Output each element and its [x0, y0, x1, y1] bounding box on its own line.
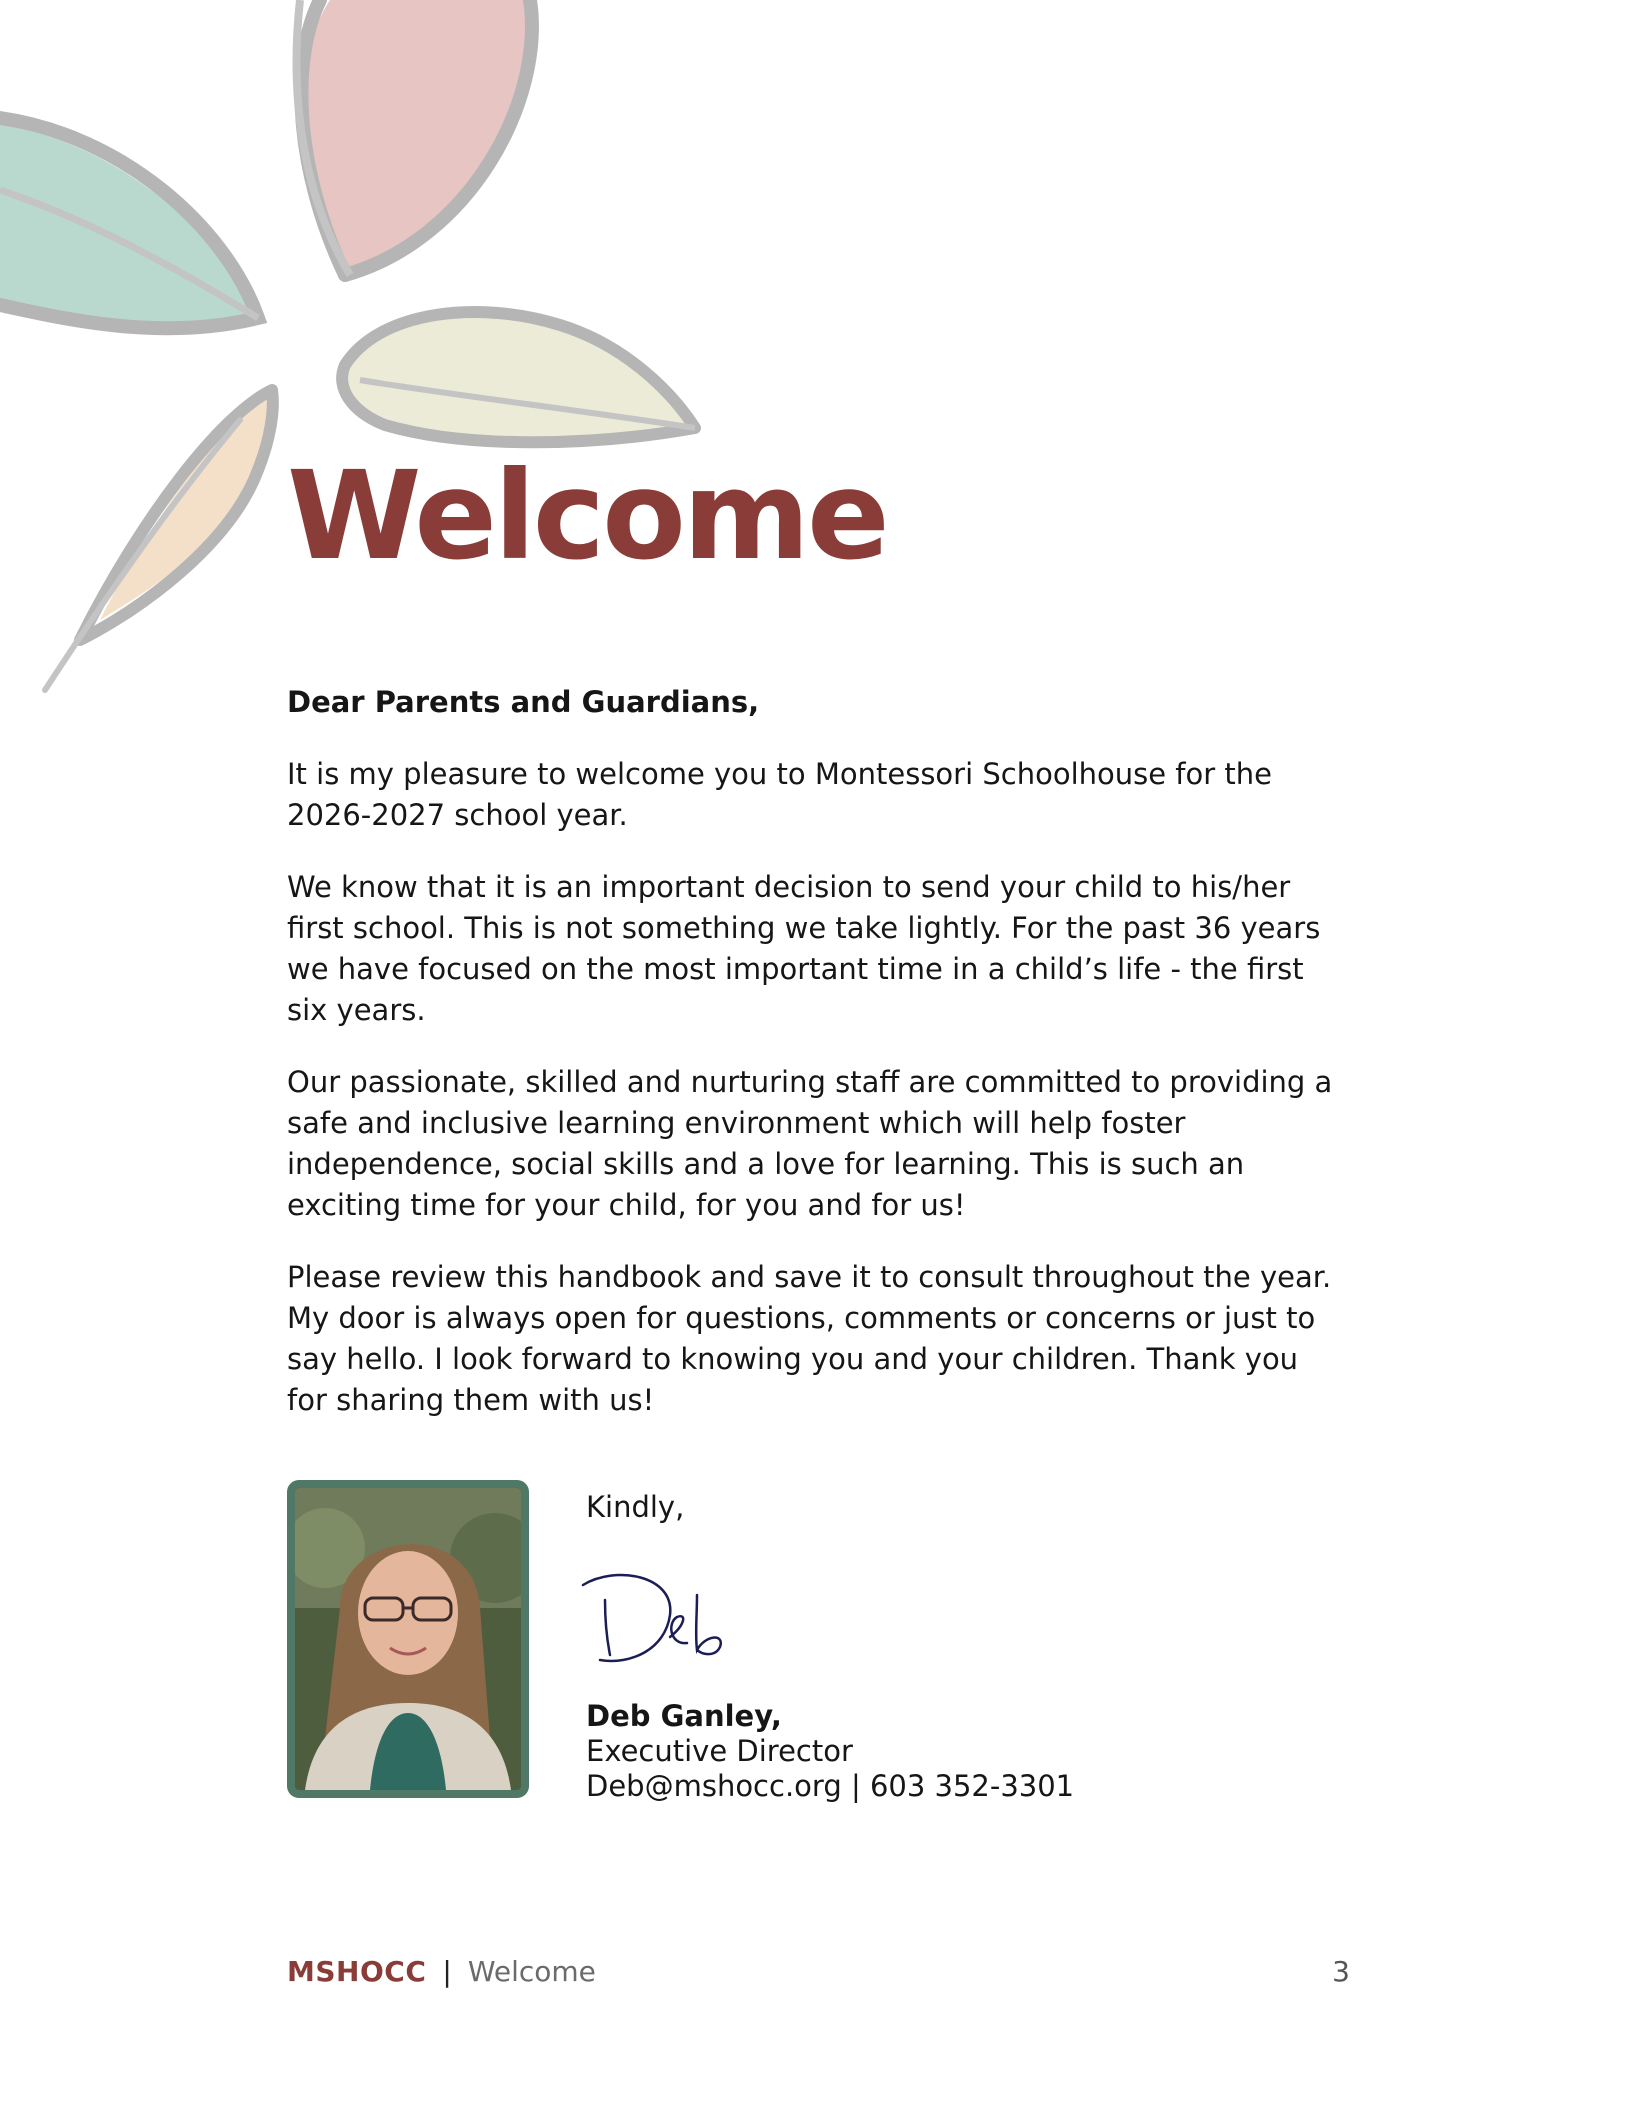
director-photo [287, 1480, 529, 1798]
signer-name: Deb Ganley, [586, 1699, 782, 1733]
peach-leaf [45, 390, 273, 690]
footer-separator: | [442, 1955, 452, 1988]
signer-contact: Deb@mshocc.org | 603 352-3301 [586, 1769, 1075, 1803]
page-number: 3 [1332, 1955, 1350, 1988]
letter-paragraph: It is my pleasure to welcome you to Montessori Schoolhouse for the 2026-2027 school year. [287, 757, 1272, 832]
letter-paragraph: We know that it is an important decision to send your child to his/her first school. This is not something we take lightly. For the past 36 years we have focused on the most important time in a child’s life - the first six years. [287, 870, 1321, 1027]
handwritten-signature [575, 1555, 735, 1675]
pink-leaf [297, 0, 532, 275]
closing-text: Kindly, [586, 1490, 685, 1524]
leaf-decoration [0, 0, 720, 720]
page-footer [287, 1955, 596, 1988]
welcome-letter [287, 682, 1347, 1452]
closing-block [586, 1490, 684, 1525]
letter-paragraph: Our passionate, skilled and nurturing staff are committed to providing a safe and inclusive learning environment which will help foster independence, social skills and a love for learning. This is such an exciting time for your child, for you and for us! [287, 1065, 1333, 1222]
salutation: Dear Parents and Guardians, [287, 685, 760, 719]
footer-org: MSHOCC [287, 1955, 427, 1988]
signer-role: Executive Director [586, 1734, 853, 1768]
cream-leaf [342, 312, 695, 442]
signer-info [586, 1699, 1074, 1804]
letter-paragraph: Please review this handbook and save it to consult throughout the year. My door is always open for questions, comments or concerns or just to say hello. I look forward to knowing you and your children. Thank you for sharing them with us! [287, 1260, 1332, 1417]
page-title: Welcome [287, 445, 887, 587]
teal-leaf [0, 118, 258, 328]
footer-section: Welcome [467, 1955, 596, 1988]
